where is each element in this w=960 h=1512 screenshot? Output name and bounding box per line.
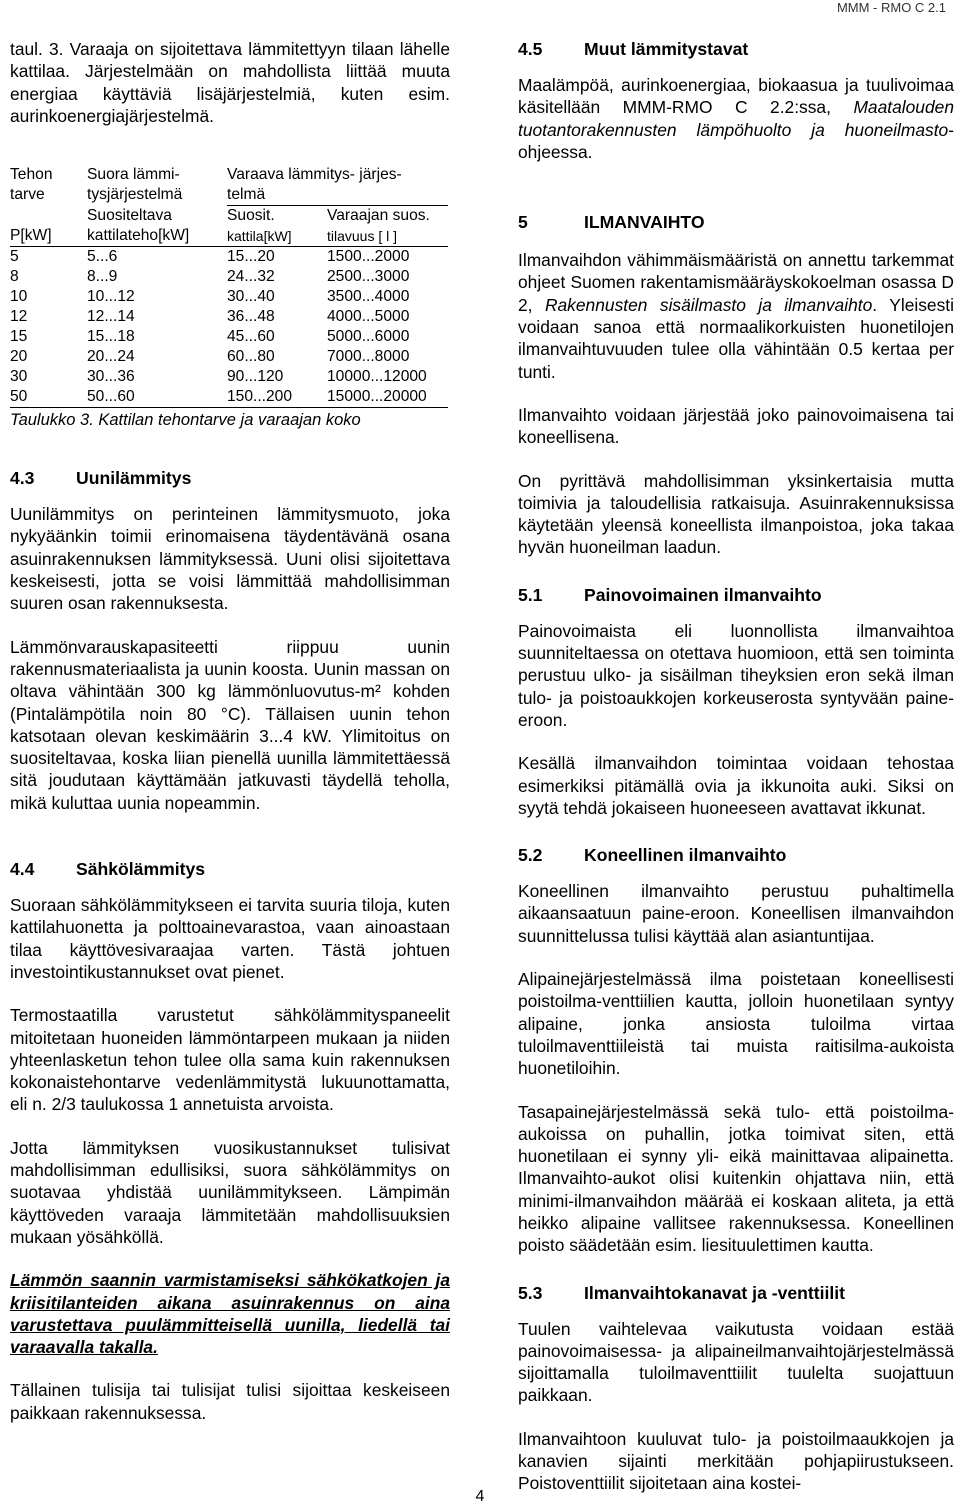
section-title: Muut lämmitystavat xyxy=(584,39,749,59)
intro-paragraph: taul. 3. Varaaja on sijoitettava lämmitettyyn tilaan lähelle kattilaa. Järjestelmään on mahdollista liittää muuta energiaa käyttäviä lisäjärjestelmiä, kuten esim. aurinkoenergiajärjestelmä. xyxy=(10,39,450,126)
cell: 50 xyxy=(10,388,28,406)
section-number: 4.5 xyxy=(518,39,543,59)
th-kattila: kattila[kW] xyxy=(227,226,327,247)
table-row xyxy=(10,287,448,307)
paragraph: Suoraan sähkölämmitykseen ei tarvita suuria tiloja, kuten kattilahuonetta ja polttoainevarastoa, vaan ainoastaan tilaa käyttövesivaraajaa varten. Tästä johtuen investointikustannukset ovat pienet. xyxy=(10,895,450,982)
table-row xyxy=(10,247,448,268)
cell: 2500...3000 xyxy=(327,268,410,286)
section-4-3-heading xyxy=(10,467,450,489)
paragraph: On pyrittävä mahdollisimman yksinkertaisia mutta toimivia ja taloudellisia ratkaisuja. Asuinrakennuksissa käytetään yleensä koneellista ilmanpoistoa, joka takaa hyvän huoneilman laadun. xyxy=(518,470,954,558)
th-suora-4: kattilateho[kW] xyxy=(87,226,227,247)
th-varaava-1: Varaava lämmitys- järjes- xyxy=(227,166,402,184)
cell: 12...14 xyxy=(87,308,135,326)
cell: 20 xyxy=(10,348,28,366)
cell: 5...6 xyxy=(87,248,118,266)
paragraph: Jotta lämmityksen vuosikustannukset tulisivat mahdollisimman edullisiksi, suora sähkölämmitys on suotavaa yhdistää uunilämmitykseen. Lämpimän käyttöveden varaaja lämmitetään mahdollisuuksien mukaan yösähköllä. xyxy=(10,1137,450,1247)
cell: 90...120 xyxy=(227,368,284,386)
section-4-5-heading xyxy=(518,38,954,60)
paragraph: Uunilämmitys on perinteinen lämmitysmuoto, joka nykyäänkin toimii erinomaisena täydentävänä osana asuinrakennuksen lämmityksessä. Uuni olisi sijoitettava keskeisesti, jotta se voisi lämmittää mahdollisimman suuren osan rakennuksesta. xyxy=(10,504,450,614)
th-tehon: Tehon xyxy=(10,166,53,184)
section-title: Painovoimainen ilmanvaihto xyxy=(584,584,822,605)
paragraph: Termostaatilla varustetut sähkölämmityspaneelit mitoitetaan huoneiden lämmöntarpeen mukaan ja niiden yhteenlasketun tehon tulee olla sama kuin rakennuksen kokonaistehontarve vedenlämmitystä lukuunottamatta, eli n. 2/3 taulukossa 1 annetuista arvoista. xyxy=(10,1005,450,1115)
text: Maalämpöä, aurinkoenergiaa, biokaasua ja tuulivoimaa käsitellään MMM-RMO C 2.2:ssa, xyxy=(518,75,954,118)
cell: 50...60 xyxy=(87,388,135,406)
section-number: 4.3 xyxy=(10,468,35,489)
section-4-4-heading xyxy=(10,858,450,880)
cell: 15...20 xyxy=(227,248,275,266)
right-column xyxy=(518,38,954,1495)
section-number: 5.1 xyxy=(518,584,543,605)
paragraph: Kesällä ilmanvaihdon toimintaa voidaan tehostaa esimerkiksi pitämällä ovia ja ikkunoita auki. Siksi on syytä tehdä jokaiseen huoneeseen avattavat ikkunat. xyxy=(518,753,954,818)
page-number: 4 xyxy=(475,1488,485,1505)
cell: 150...200 xyxy=(227,388,293,406)
cell: 7000...8000 xyxy=(327,348,410,366)
section-title: Ilmanvaihtokanavat ja -venttiilit xyxy=(584,1282,846,1303)
th-tarve: tarve xyxy=(10,186,45,204)
paragraph xyxy=(518,74,954,163)
cell: 30 xyxy=(10,368,28,386)
cell: 20...24 xyxy=(87,348,135,366)
text: Ilmanvaihdon vähimmäismääristä on annettu tarkemmat ohjeet Suomen rakentamismääräyskokoelman osassa D 2, xyxy=(518,250,954,315)
th-suora-2: tysjärjestelmä xyxy=(87,186,183,204)
section-number: 5.3 xyxy=(518,1282,543,1303)
section-title: Sähkölämmitys xyxy=(76,859,206,880)
cell: 15 xyxy=(10,328,28,346)
running-header: MMM - RMO C 2.1 xyxy=(836,0,946,15)
th-suora-3: Suositeltava xyxy=(87,206,172,224)
paragraph: Alipainejärjestelmässä ilma poistetaan koneellisesti poistoilma-venttiilien kautta, jolloin huonetilaan syntyy alipaine, jonka ansiosta tuloilma virtaa tuloilmaventtiileistä tai muista raitisilma-aukoista huonetiloihin. xyxy=(518,969,954,1079)
cell: 24...32 xyxy=(227,268,275,286)
table-row xyxy=(10,267,448,287)
section-5-2-heading xyxy=(518,844,954,866)
cell: 3500...4000 xyxy=(327,288,410,306)
table-row xyxy=(10,347,448,367)
paragraph: Tuulen vaihtelevaa vaikutusta voidaan estää painovoimaisessa- ja alipaineilmanvaihtojärjestelmässä sijoittamalla tuloilmaventtiilit tuulelta suojattuun paikkaan. xyxy=(518,1318,954,1406)
paragraph: Koneellinen ilmanvaihto perustuu puhaltimella aikaansaatuun paine-eroon. Koneellisen ilmanvaihdon suunnittelussa tulisi käyttää alan asiantuntijaa. xyxy=(518,881,954,946)
italic-title: Maatalouden tuotantorakennusten lämpöhuolto ja huoneilmasto xyxy=(518,97,954,140)
cell: 12 xyxy=(10,308,28,326)
cell: 36...48 xyxy=(227,308,275,326)
cell: 10000...12000 xyxy=(327,368,427,386)
table-row xyxy=(10,327,448,347)
text: . Yleisesti voidaan sanoa että normaalikorkuisten huonetilojen ilmanvaihtuvuuden tulee olla vähintään 0.5 kertaa per tunti. xyxy=(518,294,954,382)
cell: 8...9 xyxy=(87,268,118,286)
cell: 30...36 xyxy=(87,368,135,386)
section-title: Uunilämmitys xyxy=(76,468,192,489)
section-number: 5 xyxy=(518,212,528,233)
section-number: 4.4 xyxy=(10,859,35,880)
table-row xyxy=(10,387,448,407)
paragraph: Ilmanvaihto voidaan järjestää joko painovoimaisena tai koneellisena. xyxy=(518,404,954,448)
cell: 10 xyxy=(10,288,28,306)
th-pkw: P[kW] xyxy=(10,226,87,247)
section-5-3-heading xyxy=(518,1282,954,1304)
paragraph xyxy=(518,249,954,383)
section-title: Koneellinen ilmanvaihto xyxy=(584,845,787,866)
cell: 30...40 xyxy=(227,288,275,306)
th-varaajan: Varaajan suos. xyxy=(327,207,430,225)
emphasis-paragraph: Lämmön saannin varmistamiseksi sähkökatkojen ja kriisitilanteiden aikana asuinrakennus on aina varustettava puulämmitteisellä uunilla, liedellä tai varaavalla takalla. xyxy=(10,1270,450,1358)
th-suora-1: Suora lämmi- xyxy=(87,166,180,184)
paragraph: Ilmanvaihtoon kuuluvat tulo- ja poistoilmaaukkojen ja kanavien sijainti merkitään pohjapiirustukseen. Poistoventtiilit sijoitetaan aina kostei- xyxy=(518,1428,954,1494)
cell: 8 xyxy=(10,268,19,286)
paragraph: Tällainen tulisija tai tulisijat tulisi sijoittaa keskeiseen paikkaan rakennuksessa. xyxy=(10,1380,450,1423)
table-row xyxy=(10,307,448,327)
cell: 5 xyxy=(10,248,19,266)
th-suosit: Suosit. xyxy=(227,207,275,225)
cell: 4000...5000 xyxy=(327,308,410,326)
left-column xyxy=(10,38,450,1424)
th-tilavuus: tilavuus [ l ] xyxy=(327,226,448,247)
table-row xyxy=(10,367,448,387)
italic-title: Rakennusten sisäilmasto ja ilmanvaihto xyxy=(544,294,873,315)
text: -ohjeessa. xyxy=(518,119,954,162)
cell: 60...80 xyxy=(227,348,275,366)
table-caption: Taulukko 3. Kattilan tehontarve ja varaajan koko xyxy=(10,407,448,430)
cell: 45...60 xyxy=(227,328,275,346)
section-5-1-heading xyxy=(518,584,954,606)
section-5-heading xyxy=(518,211,954,233)
cell: 1500...2000 xyxy=(327,248,410,266)
boiler-table xyxy=(10,165,448,407)
paragraph: Tasapainejärjestelmässä sekä tulo- että poistoilma-aukoissa on puhallin, jotka toimivat siten, että huonetilaan ei synny yli- eikä mainittavaa alipainetta. Ilmanvaihto-aukot olisi kuitenkin ohjattava niin, että minimi-ilmanvaihdon määrää ei koskaan aliteta, ja että heikko alipaine vallitsee rakennuksessa. Koneellinen poisto säädetään esim. liesituulettimen kautta. xyxy=(518,1101,954,1256)
th-varaava-2: telmä xyxy=(227,185,448,206)
cell: 5000...6000 xyxy=(327,328,410,346)
section-number: 5.2 xyxy=(518,845,543,866)
paragraph: Painovoimaista eli luonnollista ilmanvaihtoa suunniteltaessa on otettava huomioon, että sen toiminta perustuu ulko- ja sisäilman tiheyksien eron sekä ilman tulo- ja poistoaukkojen korkeuserosta syntyvään paine-eroon. xyxy=(518,620,954,730)
paragraph: Lämmönvarauskapasiteetti riippuu uunin rakennusmateriaalista ja uunin koosta. Uunin massan on oltava vähintään 300 kg lämmönluovutus-m² kohden (Pintalämpötila noin 80 °C). Tällaisen uunin tehon katsotaan olevan keskimäärin 3...4 kW. Ylimitoitus on suositeltavaa, koska liian pienellä uunilla lämmitettäessä sitä joudutaan käyttämään jatkuvasti täydellä teholla, mikä kuluttaa uunia nopeammin. xyxy=(10,636,450,813)
cell: 10...12 xyxy=(87,288,135,306)
section-title: ILMANVAIHTO xyxy=(584,212,705,233)
cell: 15...18 xyxy=(87,328,135,346)
cell: 15000...20000 xyxy=(327,388,427,406)
